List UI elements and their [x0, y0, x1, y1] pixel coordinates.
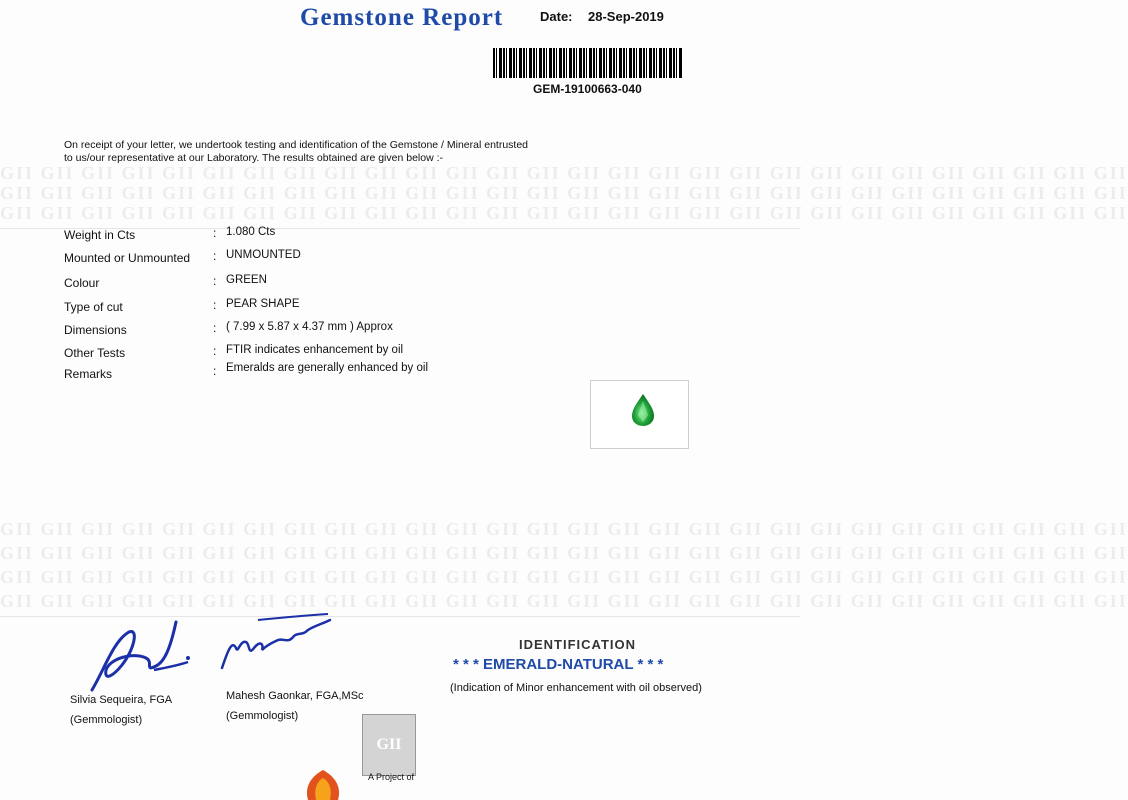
colour-label: Colour — [64, 276, 100, 290]
intro-text: On receipt of your letter, we undertook testing and identification of the Gemstone / Mineral entrusted to us/our representative at our Laboratory. The results obtained are given below :- — [64, 139, 529, 164]
watermark-band: GII GII GII GII GII GII GII GII GII GII GII GII GII GII GII GII GII GII GII GII GII GII GII GII GII GII GII GII — [0, 591, 1128, 611]
barcode — [493, 48, 683, 78]
dimensions-label: Dimensions — [64, 323, 127, 337]
date-value: 28-Sep-2019 — [588, 9, 664, 24]
identification-heading: IDENTIFICATION — [519, 637, 637, 652]
mounted-label: Mounted or Unmounted — [64, 251, 191, 265]
date-label: Date: — [540, 9, 573, 24]
dimensions-value: ( 7.99 x 5.87 x 4.37 mm ) Approx — [226, 321, 393, 333]
other-tests-label: Other Tests — [64, 346, 126, 360]
weight-value: 1.080 Cts — [226, 226, 276, 238]
gii-logo: GII — [362, 714, 416, 776]
cut-label: Type of cut — [64, 300, 123, 314]
report-title: Gemstone Report — [300, 4, 504, 31]
project-of-text: A Project of — [368, 772, 415, 782]
signatory-1-name: Silvia Sequeira, FGA — [70, 694, 173, 706]
colon: : — [213, 364, 217, 378]
weight-label: Weight in Cts — [64, 228, 136, 242]
cut-value: PEAR SHAPE — [226, 298, 300, 310]
report-number: GEM-19100663-040 — [533, 82, 642, 96]
colon: : — [213, 344, 217, 358]
signatory-1-role: (Gemmologist) — [70, 714, 143, 726]
watermark-band: GII GII GII GII GII GII GII GII GII GII GII GII GII GII GII GII GII GII GII GII GII GII GII GII GII GII GII GII — [0, 519, 1128, 539]
mounted-value: UNMOUNTED — [226, 249, 301, 261]
signature-mahesh — [218, 610, 336, 672]
colon: : — [213, 249, 217, 263]
emerald-gem-image — [631, 393, 655, 427]
watermark-band: GII GII GII GII GII GII GII GII GII GII GII GII GII GII GII GII GII GII GII GII GII GII GII GII GII GII GII GII — [0, 203, 1128, 223]
watermark-band: GII GII GII GII GII GII GII GII GII GII GII GII GII GII GII GII GII GII GII GII GII GII GII GII GII GII GII GII — [0, 183, 1128, 203]
signature-silvia — [84, 610, 194, 696]
remarks-label: Remarks — [64, 367, 113, 381]
colon: : — [213, 298, 217, 312]
remarks-value: Emeralds are generally enhanced by oil — [226, 362, 429, 374]
identification-note: (Indication of Minor enhancement with oil observed) — [450, 682, 702, 694]
colour-value: GREEN — [226, 274, 267, 286]
signatory-2-role: (Gemmologist) — [226, 710, 299, 722]
other-tests-value: FTIR indicates enhancement by oil — [226, 344, 404, 356]
colon: : — [213, 321, 217, 335]
identification-result: * * * EMERALD-NATURAL * * * — [453, 656, 664, 673]
colon: : — [213, 274, 217, 288]
flame-logo-icon — [304, 770, 342, 800]
signatory-2-name: Mahesh Gaonkar, FGA,MSc — [226, 690, 364, 702]
colon: : — [213, 226, 217, 240]
watermark-band: GII GII GII GII GII GII GII GII GII GII GII GII GII GII GII GII GII GII GII GII GII GII GII GII GII GII GII GII — [0, 163, 1128, 183]
watermark-band: GII GII GII GII GII GII GII GII GII GII GII GII GII GII GII GII GII GII GII GII GII GII GII GII GII GII GII GII — [0, 543, 1128, 563]
watermark-band: GII GII GII GII GII GII GII GII GII GII GII GII GII GII GII GII GII GII GII GII GII GII GII GII GII GII GII GII — [0, 567, 1128, 587]
